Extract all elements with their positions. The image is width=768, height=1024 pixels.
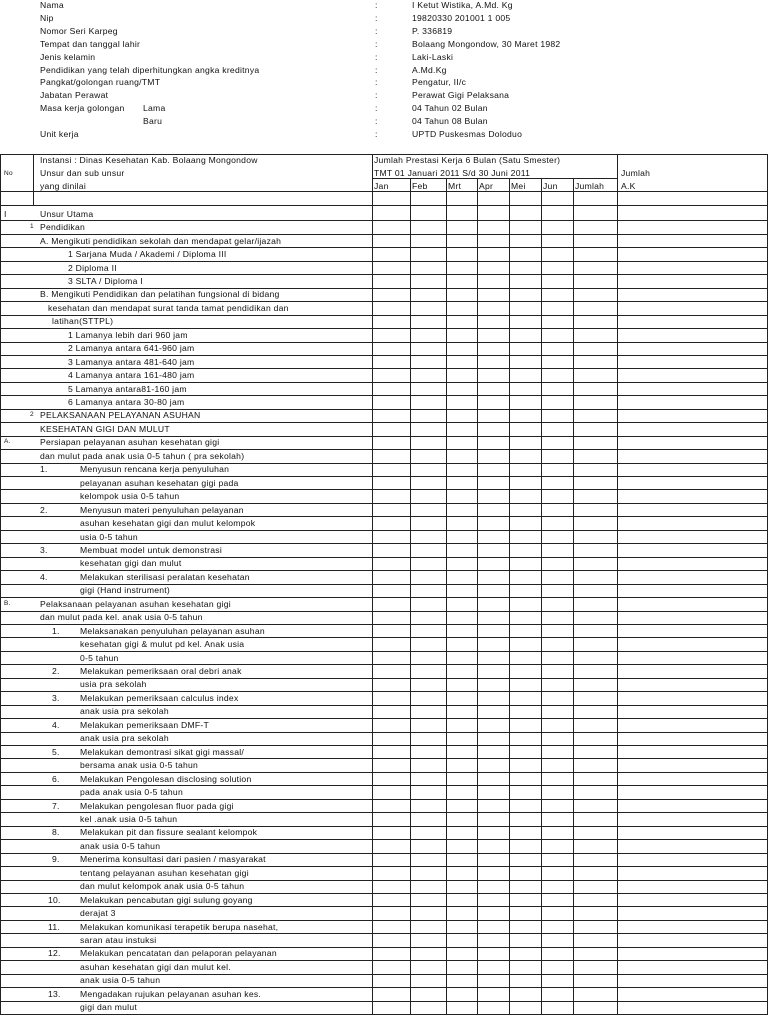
identity-value: P. 336819	[412, 25, 453, 36]
identity-label: Nip	[40, 12, 54, 23]
row-text: kelompok usia 0-5 tahun	[80, 491, 180, 502]
row-text: A. Mengikuti pendidikan sekolah dan mendapat gelar/ijazah	[40, 235, 282, 246]
row-text: Menyusun rencana kerja penyuluhan	[80, 464, 230, 475]
grid-line	[33, 154, 34, 205]
identity-colon: :	[375, 64, 378, 75]
grid-line	[573, 178, 574, 1014]
row-text: pelayanan asuhan kesehatan gigi pada	[80, 477, 239, 488]
row-text: Melakukan pencabutan gigi sulung goyang	[80, 894, 253, 905]
row-text: usia pra sekolah	[80, 679, 147, 690]
row-no: A.	[4, 438, 11, 446]
row-text: PELAKSANAAN PELAYANAN ASUHAN	[40, 410, 201, 421]
grid-line	[477, 178, 478, 1014]
row-number: 7.	[52, 800, 60, 811]
identity-label: Pangkat/golongan ruang/TMT	[40, 77, 161, 88]
header-tmt: TMT 01 Januari 2011 S/d 30 Juni 2011	[374, 168, 531, 178]
row-text: KESEHATAN GIGI DAN MULUT	[40, 423, 170, 434]
identity-colon: :	[375, 90, 378, 101]
row-text: dan mulut pada kel. anak usia 0-5 tahun	[40, 612, 203, 623]
row-text: 2 Diploma II	[68, 262, 117, 273]
row-text: tentang pelayanan asuhan kesehatan gigi	[80, 867, 249, 878]
identity-label: Unit kerja	[40, 129, 79, 139]
row-text: 1 Sarjana Muda / Akademi / Diploma III	[68, 249, 227, 260]
header-month: Apr	[479, 181, 494, 191]
row-number: 1	[30, 223, 34, 231]
row-text: Melaksanakan penyuluhan pelayanan asuhan	[80, 625, 265, 636]
row-text: dan mulut pada anak usia 0-5 tahun ( pra sekolah)	[40, 450, 245, 461]
row-text: 1 Lamanya lebih dari 960 jam	[68, 329, 188, 340]
grid-line	[509, 178, 510, 1014]
grid-line	[0, 205, 768, 206]
header-jumlah-prestasi: Jumlah Prestasi Kerja 6 Bulan (Satu Smester)	[374, 155, 561, 165]
row-text: 5 Lamanya antara81-160 jam	[68, 383, 187, 394]
row-text: latihan(STTPL)	[52, 316, 114, 327]
row-text: Melakukan pemeriksaan oral debri anak	[80, 666, 242, 677]
identity-label: Tempat dan tanggal lahir	[40, 38, 141, 49]
row-text: Unsur Utama	[40, 208, 94, 219]
row-text: kesehatan dan mendapat surat tanda tamat pendidikan dan	[48, 302, 289, 313]
row-no: I	[4, 208, 7, 219]
row-text: pada anak usia 0-5 tahun	[80, 787, 183, 798]
identity-value: A.Md.Kg	[412, 64, 447, 75]
row-number: 8.	[52, 827, 60, 838]
header-dinilai: yang dinilai	[40, 181, 86, 191]
identity-value: Bolaang Mongondow, 30 Maret 1982	[412, 38, 561, 49]
row-text: bersama anak usia 0-5 tahun	[80, 760, 199, 771]
grid-line	[0, 1014, 768, 1015]
row-number: 10.	[48, 894, 61, 905]
row-number: 2.	[52, 666, 60, 677]
row-text: Menerima konsultasi dari pasien / masyarakat	[80, 854, 266, 865]
identity-label: Pendidikan yang telah diperhitungkan angka kreditnya	[40, 64, 260, 75]
identity-sublabel: Baru	[143, 116, 163, 127]
row-text: 3 Lamanya antara 481-640 jam	[68, 356, 195, 367]
identity-value: Laki-Laski	[412, 51, 454, 62]
row-text: Melakukan pemeriksaan DMF-T	[80, 719, 210, 730]
row-number: 4.	[52, 719, 60, 730]
row-text: kesehatan gigi dan mulut	[80, 558, 182, 569]
row-text: usia 0-5 tahun	[80, 531, 138, 542]
header-month: Feb	[412, 181, 428, 191]
identity-value: 04 Tahun 02 Bulan	[412, 103, 488, 114]
row-text: Melakukan pit dan fissure sealant kelompok	[80, 827, 258, 838]
identity-value: I Ketut Wistika, A.Md. Kg	[412, 0, 513, 10]
identity-label: Jenis kelamin	[40, 51, 96, 62]
grid-line	[372, 154, 373, 1014]
grid-line	[0, 191, 768, 192]
row-text: B. Mengikuti Pendidikan dan pelatihan fungsional di bidang	[40, 289, 280, 300]
row-text: Melakukan pencatatan dan pelaporan pelayanan	[80, 948, 277, 959]
row-no: B.	[4, 599, 11, 607]
identity-colon: :	[375, 38, 378, 49]
grid-line	[541, 178, 542, 1014]
header-jumlah-ak-unit: A.K	[621, 181, 636, 191]
row-text: gigi dan mulut	[80, 1002, 138, 1013]
row-text: Melakukan sterilisasi peralatan kesehatan	[80, 571, 250, 582]
header-jumlah-ak: Jumlah	[621, 168, 651, 178]
header-month: Mei	[511, 181, 526, 191]
identity-colon: :	[375, 25, 378, 36]
row-text: Melakukan pemeriksaan calculus index	[80, 692, 239, 703]
identity-colon: :	[375, 103, 378, 114]
identity-value: 19820330 201001 1 005	[412, 12, 511, 23]
identity-value: UPTD Puskesmas Doloduo	[412, 129, 523, 139]
row-text: 0-5 tahun	[80, 652, 119, 663]
row-text: kel .anak usia 0-5 tahun	[80, 813, 178, 824]
row-text: anak usia pra sekolah	[80, 706, 169, 717]
row-text: kesehatan gigi & mulut pd kel. Anak usia	[80, 639, 245, 650]
row-text: asuhan kesehatan gigi dan mulut kelompok	[80, 518, 256, 529]
row-number: 1.	[40, 464, 48, 475]
row-number: 3.	[52, 692, 60, 703]
row-text: Melakukan demontrasi sikat gigi massal/	[80, 746, 245, 757]
row-text: anak usia 0-5 tahun	[80, 840, 161, 851]
grid-line	[372, 178, 618, 179]
row-text: gigi (Hand instrument)	[80, 585, 171, 596]
row-text: Melakukan Pengolesan disclosing solution	[80, 773, 252, 784]
row-text: derajat 3	[80, 908, 116, 919]
row-number: 5.	[52, 746, 60, 757]
row-text: Mengadakan rujukan pelayanan asuhan kes.	[80, 988, 262, 999]
row-number: 2	[30, 411, 34, 419]
header-instansi: Instansi : Dinas Kesehatan Kab. Bolaang Mongondow	[40, 155, 258, 165]
row-text: 2 Lamanya antara 641-960 jam	[68, 343, 195, 354]
row-text: dan mulut kelompok anak usia 0-5 tahun	[80, 881, 245, 892]
row-text: Persiapan pelayanan asuhan kesehatan gigi	[40, 437, 220, 448]
row-text: Pelaksanaan pelayanan asuhan kesehatan gigi	[40, 598, 231, 609]
header-month: Mrt	[448, 181, 462, 191]
grid-line	[410, 178, 411, 1014]
row-text: anak usia pra sekolah	[80, 733, 169, 744]
identity-label: Nama	[40, 0, 64, 10]
identity-value: Perawat Gigi Pelaksana	[412, 90, 510, 101]
row-text: 4 Lamanya antara 161-480 jam	[68, 370, 195, 381]
identity-colon: :	[375, 116, 378, 127]
row-text: anak usia 0-5 tahun	[80, 975, 161, 986]
row-text: 3 SLTA / Diploma I	[68, 275, 143, 286]
identity-colon: :	[375, 77, 378, 88]
header-month: Jan	[374, 181, 389, 191]
identity-label: Masa kerja golongan	[40, 103, 125, 114]
row-number: 11.	[48, 921, 61, 932]
row-number: 1.	[52, 625, 60, 636]
header-month: Jun	[543, 181, 558, 191]
row-number: 9.	[52, 854, 60, 865]
identity-label: Jabatan Perawat	[40, 90, 109, 101]
grid-line	[0, 154, 1, 1014]
grid-line	[0, 154, 768, 155]
row-text: 6 Lamanya antara 30-80 jam	[68, 397, 185, 408]
identity-colon: :	[375, 12, 378, 23]
row-text: Membuat model untuk demonstrasi	[80, 544, 222, 555]
identity-label: Nomor Seri Karpeg	[40, 25, 118, 36]
row-number: 13.	[48, 988, 61, 999]
identity-sublabel: Lama	[143, 103, 166, 114]
identity-colon: :	[375, 129, 378, 139]
grid-line	[0, 315, 768, 316]
row-number: 3.	[40, 544, 48, 555]
row-text: Pendidikan	[40, 222, 86, 233]
row-number: 2.	[40, 504, 48, 515]
row-number: 6.	[52, 773, 60, 784]
row-number: 4.	[40, 571, 48, 582]
header-unsur: Unsur dan sub unsur	[40, 168, 125, 178]
row-text: Menyusun materi penyuluhan pelayanan	[80, 504, 244, 515]
row-number: 12.	[48, 948, 61, 959]
identity-colon: :	[375, 51, 378, 62]
identity-value: Pengatur, II/c	[412, 77, 467, 88]
grid-line	[446, 178, 447, 1014]
grid-line	[617, 154, 618, 1014]
row-text: asuhan kesehatan gigi dan mulut kel.	[80, 961, 231, 972]
identity-colon: :	[375, 0, 378, 10]
grid-line	[0, 220, 768, 221]
row-text: Melakukan pengolesan fluor pada gigi	[80, 800, 234, 811]
header-no: No	[4, 170, 13, 177]
identity-value: 04 Tahun 08 Bulan	[412, 116, 488, 127]
row-text: saran atau instuksi	[80, 935, 157, 946]
row-text: Melakukan komunikasi terapetik berupa nasehat,	[80, 921, 279, 932]
header-month: Jumlah	[575, 181, 605, 191]
